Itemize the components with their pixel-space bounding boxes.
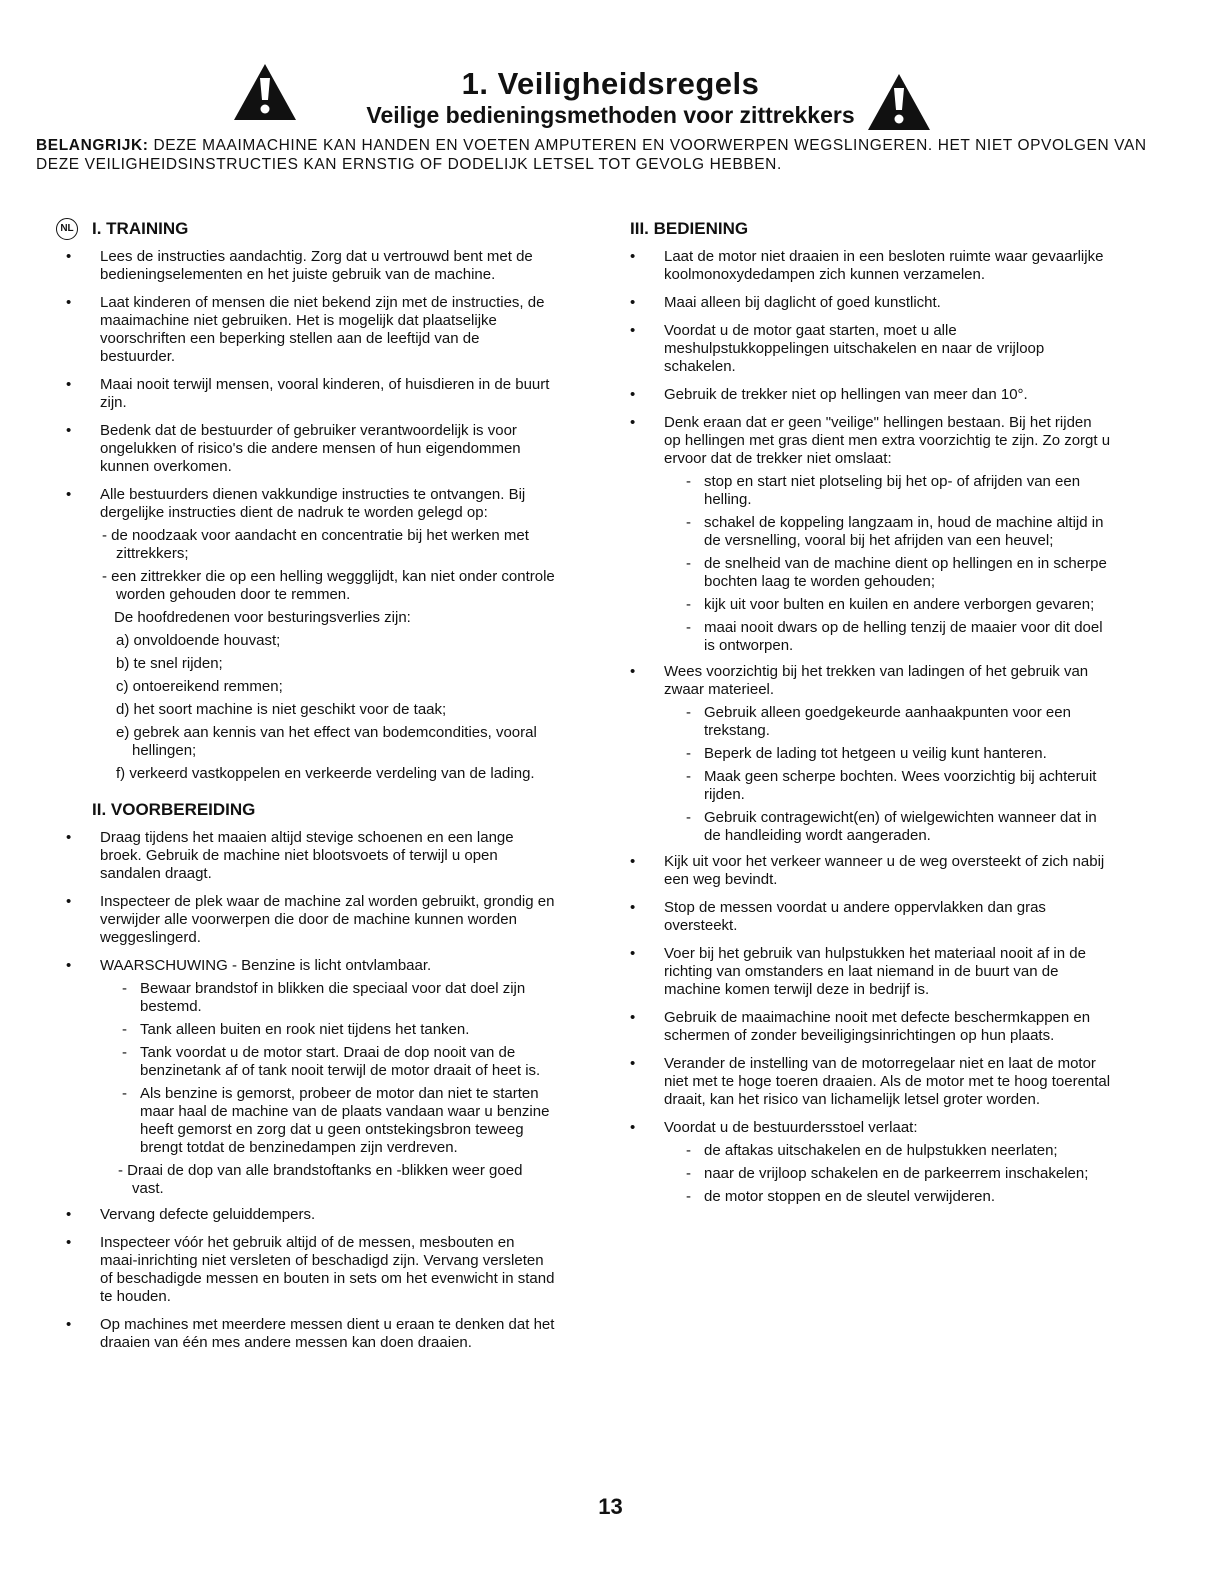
sub-item: - de noodzaak voor aandacht en concentratie bij het werken met zittrekkers;	[102, 527, 529, 562]
section-operation: III. BEDIENING	[630, 219, 749, 238]
sub-item: - kijk uit voor bulten en kuilen en andere verborgen gevaren;	[620, 596, 1112, 614]
list-item: • Maai nooit terwijl mensen, vooral kinderen, of huisdieren in de buurt zijn.	[56, 376, 556, 412]
sub-item: - Bewaar brandstof in blikken die speciaal voor dat doel zijn bestemd.	[56, 980, 556, 1016]
sub-item: - maai nooit dwars op de helling tenzij de maaier voor dit doel is ontworpen.	[620, 619, 1112, 655]
list-item: • Voordat u de motor gaat starten, moet u alle meshulpstukkoppelingen uitschakelen en naar de vrijloop schakelen.	[620, 322, 1112, 376]
sub-item: - Tank voordat u de motor start. Draai de dop nooit van de benzinetank af of tank nooit terwijl de motor draait of heet is.	[56, 1044, 556, 1080]
sub-item: - Gebruik alleen goedgekeurde aanhaakpunten voor een trekstang.	[620, 704, 1112, 740]
section-training	[56, 220, 556, 238]
page-subtitle: Veilige bedieningsmethoden voor zittrekkers	[366, 102, 855, 128]
cause-item: d) het soort machine is niet geschikt voor de taak;	[116, 701, 447, 718]
list-item: • Maai alleen bij daglicht of goed kunstlicht.	[620, 294, 1112, 312]
sub-item: - de motor stoppen en de sleutel verwijderen.	[620, 1188, 1112, 1206]
sub-item: - de aftakas uitschakelen en de hulpstukken neerlaten;	[620, 1142, 1112, 1160]
list-item: • Verander de instelling van de motorregelaar niet en laat de motor niet met te hoge toeren draaien. Als de motor met te hoog toerental draait, kan het risico van lichamelijk letsel groter worden.	[620, 1055, 1112, 1109]
cause-item: b) te snel rijden;	[116, 655, 223, 672]
sub-item: - Als benzine is gemorst, probeer de motor dan niet te starten maar haal de machine van de plaats vandaan waar u benzine heeft gemorst en zorg dat u geen ontstekingsbron teweeg brengt totdat de benzinedampen zijn verdreven.	[56, 1085, 556, 1157]
sub-item: - schakel de koppeling langzaam in, houd de machine altijd in de versnelling, vooral bij het afrijden van een heuvel;	[620, 514, 1112, 550]
left-column	[56, 220, 556, 1362]
sub-item: - een zittrekker die op een helling weggglijdt, kan niet onder controle worden gehouden door te remmen.	[102, 568, 555, 603]
list-item: • Kijk uit voor het verkeer wanneer u de weg oversteekt of zich nabij een weg bevindt.	[620, 853, 1112, 889]
sub-item: - Beperk de lading tot hetgeen u veilig kunt hanteren.	[620, 745, 1112, 763]
cause-item: e) gebrek aan kennis van het effect van bodemcondities, vooral hellingen;	[116, 724, 537, 759]
important-notice	[36, 136, 1186, 174]
sub-item: - Maak geen scherpe bochten. Wees voorzichtig bij achteruit rijden.	[620, 768, 1112, 804]
list-item: • Gebruik de maaimachine nooit met defecte beschermkappen en schermen of zonder beveiligingsinrichtingen op hun plaats.	[620, 1009, 1112, 1045]
list-item: • Laat de motor niet draaien in een besloten ruimte waar gevaarlijke koolmonoxydedampen zich kunnen verzamelen.	[620, 248, 1112, 284]
notice-text: DEZE MAAIMACHINE KAN HANDEN EN VOETEN AMPUTEREN EN VOORWERPEN WEGSLINGEREN. HET NIET OPVOLGEN VAN DEZE VEILIGHEIDSINSTRUCTIES KAN ERNSTIG OF DODELIJK LETSEL TOT GEVOLG HEBBEN.	[36, 137, 1147, 173]
list-item: • Inspecteer de plek waar de machine zal worden gebruikt, grondig en verwijder alle voorwerpen die door de machine kunnen worden weggeslingerd.	[56, 893, 556, 947]
notice-label: BELANGRIJK:	[36, 137, 149, 154]
list-item: • Wees voorzichtig bij het trekken van ladingen of het gebruik van zwaar materieel.	[620, 663, 1112, 699]
list-item: • Gebruik de trekker niet op hellingen van meer dan 10°.	[620, 386, 1112, 404]
list-item: • Draag tijdens het maaien altijd stevige schoenen en een lange broek. Gebruik de machine niet blootsvoets of terwijl u open sandalen draagt.	[56, 829, 556, 883]
sub-item: - Draai de dop van alle brandstoftanks en -blikken weer goed vast.	[118, 1162, 523, 1197]
page-title: 1. Veiligheidsregels	[461, 66, 760, 101]
language-badge: NL	[56, 218, 78, 240]
sub-item: - Tank alleen buiten en rook niet tijdens het tanken.	[56, 1021, 556, 1039]
cause-item: a) onvoldoende houvast;	[116, 632, 281, 649]
sub-item: - de snelheid van de machine dient op hellingen en in scherpe bochten laag te worden gehouden;	[620, 555, 1112, 591]
list-item: • Bedenk dat de bestuurder of gebruiker verantwoordelijk is voor ongelukken of risico's die andere mensen of hun eigendommen kunnen overkomen.	[56, 422, 556, 476]
list-item: • Alle bestuurders dienen vakkundige instructies te ontvangen. Bij dergelijke instructies dient de nadruk te worden gelegd op:	[56, 486, 556, 522]
page-number: 13	[598, 1494, 623, 1519]
list-item: • Voordat u de bestuurdersstoel verlaat:	[620, 1119, 1112, 1137]
causes-intro: De hoofdredenen voor besturingsverlies zijn:	[114, 609, 411, 626]
sub-item: - Gebruik contragewicht(en) of wielgewichten wanneer dat in de handleiding wordt aangeraden.	[620, 809, 1112, 845]
section-title: I. TRAINING	[92, 219, 189, 238]
list-item: • Lees de instructies aandachtig. Zorg dat u vertrouwd bent met de bedieningselementen en het juiste gebruik van de machine.	[56, 248, 556, 284]
list-item: • Stop de messen voordat u andere oppervlakken dan gras oversteekt.	[620, 899, 1112, 935]
list-item: • WAARSCHUWING - Benzine is licht ontvlambaar.	[56, 957, 556, 975]
list-item: • Laat kinderen of mensen die niet bekend zijn met de instructies, de maaimachine niet gebruiken. Het is mogelijk dat plaatselijke voorschriften een beperking stellen aan de leeftijd van de bestuurder.	[56, 294, 556, 366]
list-item: • Vervang defecte geluiddempers.	[56, 1206, 556, 1224]
sub-item: - naar de vrijloop schakelen en de parkeerrem inschakelen;	[620, 1165, 1112, 1183]
cause-item: c) ontoereikend remmen;	[116, 678, 283, 695]
page-header	[0, 62, 1221, 142]
cause-item: f) verkeerd vastkoppelen en verkeerde verdeling van de lading.	[116, 765, 535, 782]
list-item: • Inspecteer vóór het gebruik altijd of de messen, mesbouten en maai-inrichting niet versleten of beschadigd zijn. Vervang versleten of beschadigde messen en bouten in sets om het evenwicht in stand te houden.	[56, 1234, 556, 1306]
list-item: • Op machines met meerdere messen dient u eraan te denken dat het draaien van één mes andere messen kan doen draaien.	[56, 1316, 556, 1352]
section-preparation: II. VOORBEREIDING	[92, 800, 256, 819]
sub-item: - stop en start niet plotseling bij het op- of afrijden van een helling.	[620, 473, 1112, 509]
list-item: • Voer bij het gebruik van hulpstukken het materiaal nooit af in de richting van omstanders en laat niemand in de buurt van de machine komen terwijl deze in bedrijf is.	[620, 945, 1112, 999]
list-item: • Denk eraan dat er geen "veilige" hellingen bestaan. Bij het rijden op hellingen met gras dient men extra voorzichtig te zijn. Zo zorgt u ervoor dat de trekker niet omslaat:	[620, 414, 1112, 468]
right-column	[620, 220, 1112, 1206]
